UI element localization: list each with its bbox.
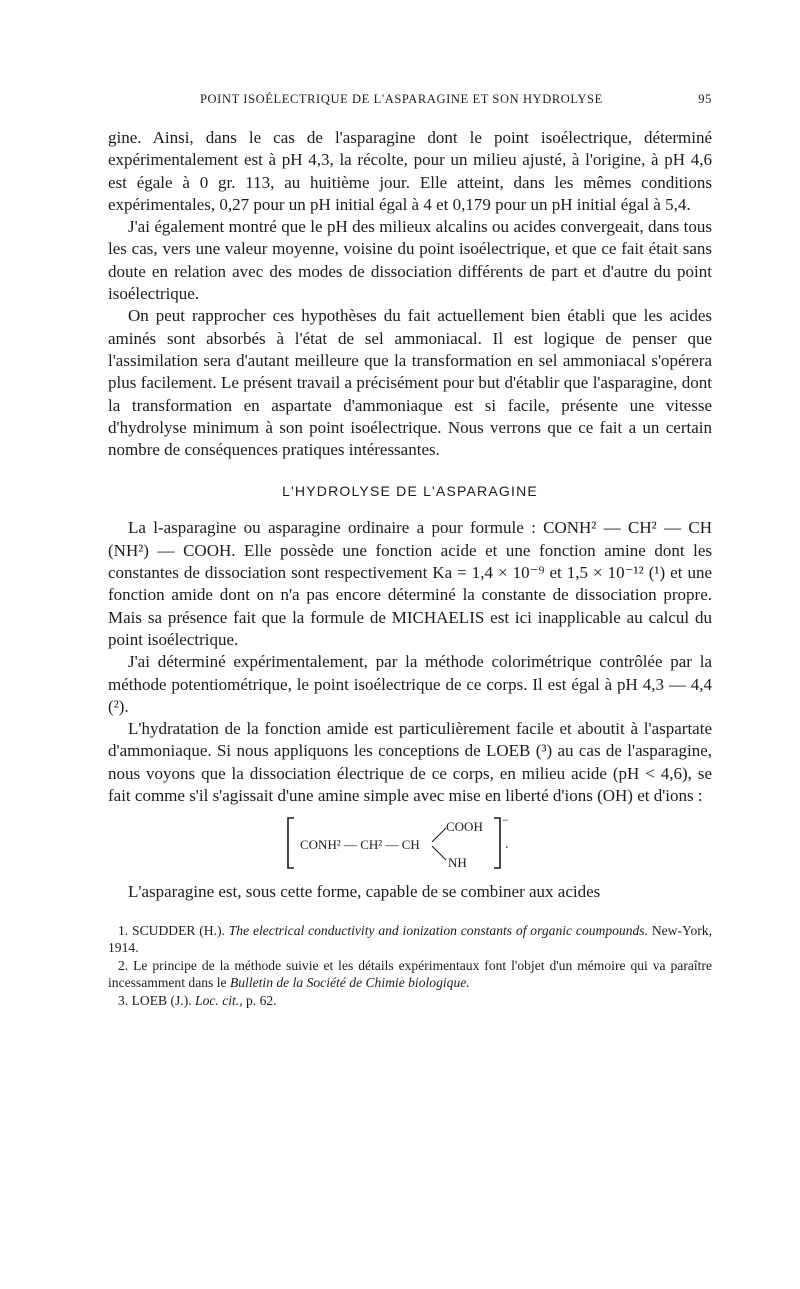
chemical-formula	[108, 811, 712, 875]
paragraph-1: gine. Ainsi, dans le cas de l'asparagine dont le point isoélectrique, déterminé expérimentalement est à pH 4,3, la récolte, pour un milieu ajusté, à l'origine, à pH 4,6 est égale à 0 gr. 113, au huitième jour. Elle atteint, dans les mêmes conditions expérimentales, 0,27 pour un pH initial égal à 4 et 0,179 pour un pH initial égal à 5,4.	[108, 128, 712, 214]
branch-down	[432, 846, 446, 860]
footnote-1	[108, 922, 712, 957]
running-title: POINT ISOÉLECTRIQUE DE L'ASPARAGINE ET SON HYDROLYSE	[200, 92, 603, 106]
page-number: 95	[698, 92, 712, 106]
page	[108, 92, 712, 1009]
footnote-1-rest: New-York, 1914.	[108, 922, 712, 956]
paragraph-2: J'ai également montré que le pH des milieux alcalins ou acides convergeait, dans tous les cas, vers une valeur moyenne, voisine du point isoélectrique, et que ce fait était sans doute en relation avec des modes de dissociation différents de part et d'autre du point isoélectrique.	[108, 217, 712, 304]
branch-up	[432, 828, 446, 842]
right-bracket	[494, 818, 500, 868]
section-heading: L'HYDROLYSE DE L'ASPARAGINE	[282, 483, 538, 500]
formula-charge: −	[502, 813, 509, 828]
section-paragraph-2: J'ai déterminé expérimentalement, par la méthode colorimétrique contrôlée par la méthode potentiométrique, le point isoélectrique de ce corps. Il est égal à pH 4,3 — 4,4 (²).	[108, 652, 712, 716]
footnote-3	[108, 992, 712, 1010]
formula-top: COOH	[446, 819, 483, 835]
footnote-1-author: 1. SCUDDER (H.).	[118, 922, 225, 938]
footnote-3-author: 3. LOEB (J.).	[118, 992, 192, 1008]
formula-dot: .	[505, 837, 509, 853]
section-paragraph-1: La l-asparagine ou asparagine ordinaire a pour formule : CONH² — CH² — CH (NH²) — COOH. Elle possède une fonction acide et une fonction amine dont les constantes de dissociation sont respectivement Ka = 1,4 × 10⁻⁹ et 1,5 × 10⁻¹² (¹) et une fonction amide dont on n'a pas encore déterminé la constante de dissociation propre. Mais sa présence fait que la formule de MICHAELIS est ici inapplicable au calcul du point isoélectrique.	[108, 518, 712, 649]
formula-left: CONH² — CH² — CH	[300, 837, 420, 853]
footnote-2	[108, 957, 712, 992]
footnote-2-text: 2. Le principe de la méthode suivie et les détails expérimentaux font l'objet d'un mémoire qui va paraître incessamment dans le	[108, 957, 712, 991]
formula-bottom: NH	[448, 855, 467, 871]
formula-graphic	[280, 812, 540, 874]
footnote-3-page: p. 62.	[246, 992, 277, 1008]
paragraph-3: On peut rapprocher ces hypothèses du fait actuellement bien établi que les acides aminés sont absorbés à l'état de sel ammoniacal. Il est logique de penser que l'assimilation sera d'autant meilleure que la transformation en sel ammoniacal s'opérera plus facilement. Le présent travail a précisément pour but d'établir que l'asparagine, dont la transformation en aspartate d'ammoniaque est si facile, présente une vitesse d'hydrolyse minimum à son point isoélectrique. Nous verrons que ce fait a un certain nombre de conséquences pratiques intéressantes.	[108, 306, 712, 460]
footnote-3-ref: Loc. cit.,	[195, 992, 243, 1008]
footnotes	[108, 922, 712, 1010]
left-bracket	[288, 818, 294, 868]
footnote-1-title: The electrical conductivity and ionization constants of organic coumpounds.	[228, 922, 648, 938]
section-paragraph-3: L'hydratation de la fonction amide est particulièrement facile et aboutit à l'aspartate d'ammoniaque. Si nous appliquons les conceptions de LOEB (³) au cas de l'asparagine, nous voyons que la dissociation électrique de ce corps, en milieu acide (pH < 4,6), se fait comme s'il s'agissait d'une amine simple avec mise en liberté d'ions (OH) et d'ions :	[108, 719, 712, 806]
running-header	[108, 92, 712, 107]
section-paragraph-4: L'asparagine est, sous cette forme, capable de se combiner aux acides	[128, 882, 601, 902]
footnote-2-journal: Bulletin de la Société de Chimie biologique.	[229, 975, 470, 991]
